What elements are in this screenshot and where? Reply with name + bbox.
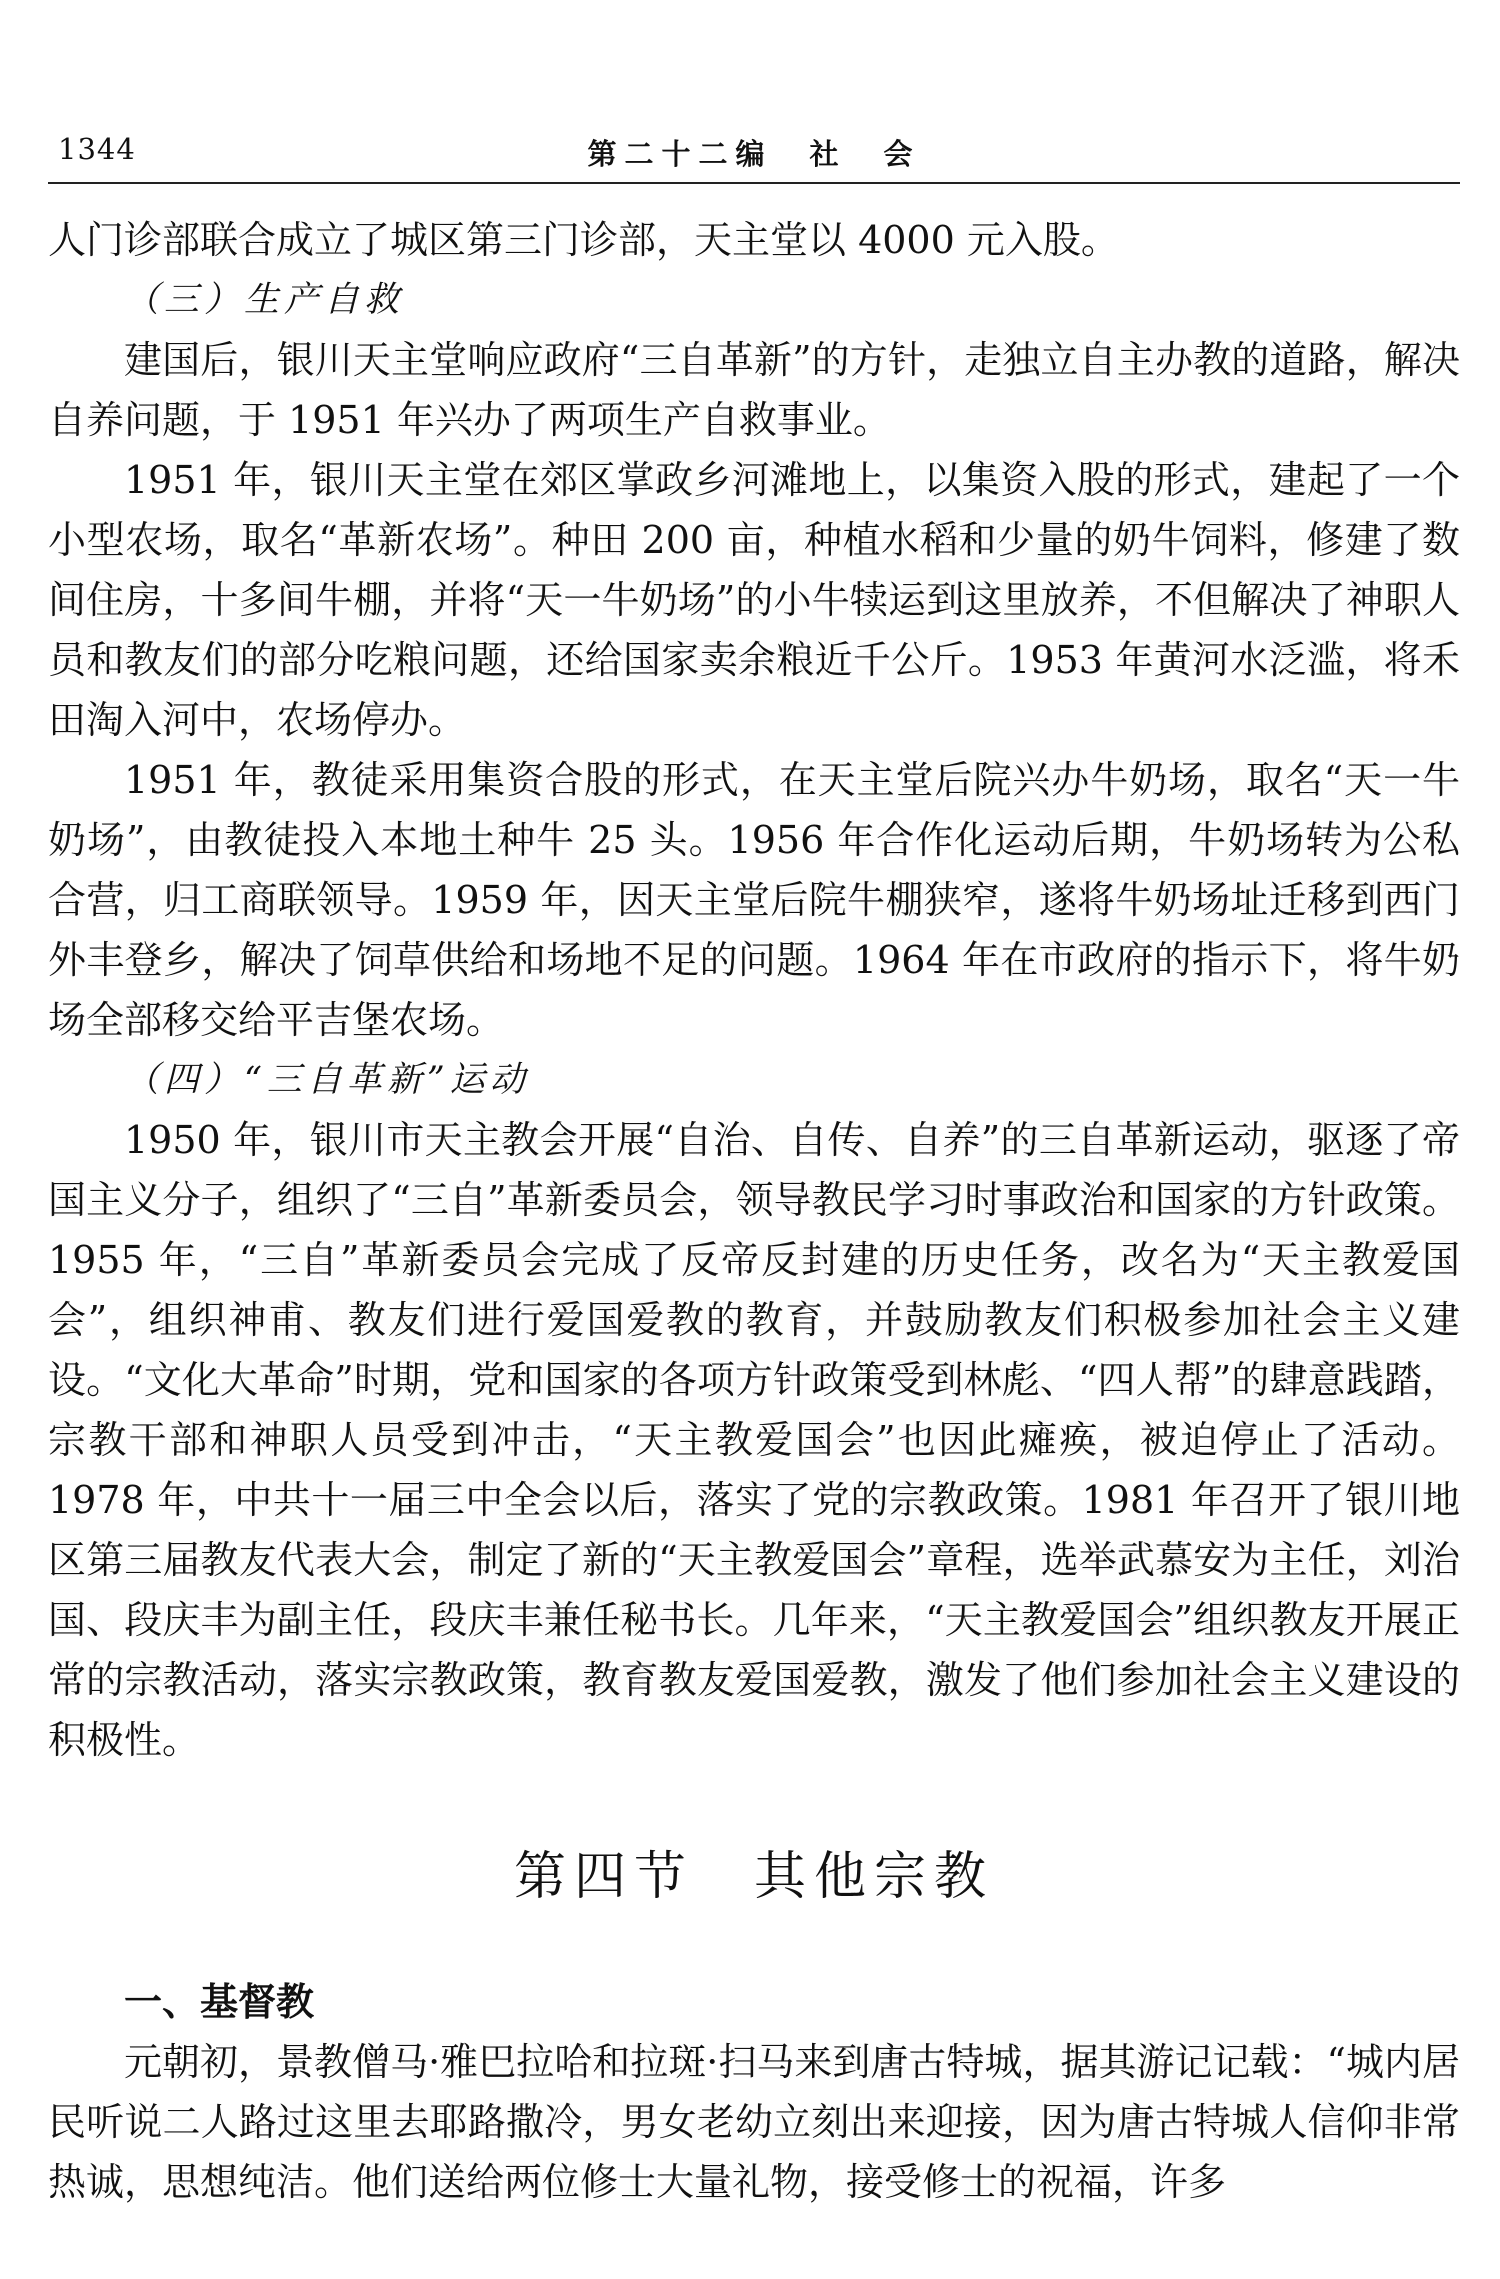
page-number: 1344 <box>58 132 136 166</box>
paragraph-reform-farm: 1951 年，银川天主堂在郊区掌政乡河滩地上，以集资入股的形式，建起了一个小型农场，取名“革新农场”。种田 200 亩，种植水稻和少量的奶牛饲料，修建了数间住房，十多间牛棚，并将“天一牛奶场”的小牛犊运到这里放养，不但解决了神职人员和教友们的部分吃粮问题，还给国家卖余粮近千公斤。1953 年黄河水泛滥，将禾田淘入河中，农场停办。 <box>48 458 1460 742</box>
section-title-number: 第四节 <box>513 1847 694 1907</box>
paragraph-dairy-farm: 1951 年，教徒采用集资合股的形式，在天主堂后院兴办牛奶场，取名“天一牛奶场”，由教徒投入本地土种牛 25 头。1956 年合作化运动后期，牛奶场转为公私合营，归工商联领导。1959 年，因天主堂后院牛棚狭窄，遂将牛奶场址迁移到西门外丰登乡，解决了饲草供给和场地不足的问题。1964 年在市政府的指示下，将牛奶场全部移交给平吉堡农场。 <box>48 758 1460 1042</box>
paragraph-continued: 人门诊部联合成立了城区第三门诊部，天主堂以 4000 元入股。 <box>48 218 1119 262</box>
paragraph-production-intro: 建国后，银川天主堂响应政府“三自革新”的方针，走独立自主办教的道路，解决自养问题，于 1951 年兴办了两项生产自救事业。 <box>48 338 1460 442</box>
section-title <box>48 1842 1460 1912</box>
page-body <box>48 210 1460 2212</box>
section-title-text: 其他宗教 <box>754 1847 995 1907</box>
paragraph-three-self-movement: 1950 年，银川市天主教会开展“自治、自传、自养”的三自革新运动，驱逐了帝国主义分子，组织了“三自”革新委员会，领导教民学习时事政治和国家的方针政策。1955 年，“三自”革新委员会完成了反帝反封建的历史任务，改名为“天主教爱国会”，组织神甫、教友们进行爱国爱教的教育，并鼓励教友们积极参加社会主义建设。“文化大革命”时期，党和国家的各项方针政策受到林彪、“四人帮”的肆意践踏，宗教干部和神职人员受到冲击，“天主教爱国会”也因此瘫痪，被迫停止了活动。1978 年，中共十一届三中全会以后，落实了党的宗教政策。1981 年召开了银川地区第三届教友代表大会，制定了新的“天主教爱国会”章程，选举武慕安为主任，刘治国、段庆丰为副主任，段庆丰兼任秘书长。几年来，“天主教爱国会”组织教友开展正常的宗教活动，落实宗教政策，教育教友爱国爱教，激发了他们参加社会主义建设的积极性。 <box>48 1118 1460 1762</box>
running-title: 第二十二编 社 会 <box>587 137 921 171</box>
subheading-production-self-help: （三）生产自救 <box>124 280 405 320</box>
heading-christianity: 一、基督教 <box>124 1980 315 2024</box>
page-header <box>48 128 1460 184</box>
paragraph-christianity: 元朝初，景教僧马·雅巴拉哈和拉斑·扫马来到唐古特城，据其游记记载：“城内居民听说二人路过这里去耶路撒冷，男女老幼立刻出来迎接，因为唐古特城人信仰非常热诚，思想纯洁。他们送给两位修士大量礼物，接受修士的祝福，许多 <box>48 2040 1460 2204</box>
subheading-three-self-movement: （四）“三自革新”运动 <box>124 1060 530 1100</box>
